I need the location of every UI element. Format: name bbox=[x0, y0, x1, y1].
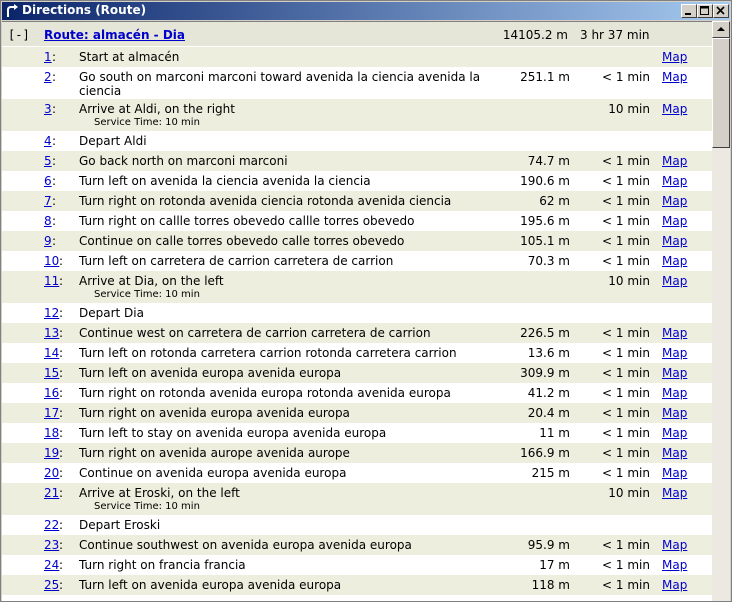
route-total-time: 3 hr 37 min bbox=[580, 28, 650, 42]
direction-row bbox=[2, 211, 712, 231]
step-time: < 1 min bbox=[602, 174, 650, 188]
direction-row bbox=[2, 47, 712, 67]
step-description: Turn left on avenida europa avenida europa bbox=[79, 578, 342, 592]
step-time: < 1 min bbox=[602, 366, 650, 380]
direction-row bbox=[2, 383, 712, 403]
step-separator: : bbox=[52, 214, 57, 228]
direction-row bbox=[2, 323, 712, 343]
map-link[interactable]: Map bbox=[662, 346, 688, 360]
step-number-link[interactable]: 14 bbox=[44, 346, 60, 360]
step-description: Turn left on avenida la ciencia avenida la ciencia bbox=[79, 174, 371, 188]
step-distance: 309.9 m bbox=[520, 366, 570, 380]
service-time: Service Time: 10 min bbox=[94, 117, 200, 128]
step-time: < 1 min bbox=[602, 538, 650, 552]
map-link[interactable]: Map bbox=[662, 154, 688, 168]
step-description: Start at almacén bbox=[79, 50, 180, 64]
step-separator: : bbox=[59, 578, 64, 592]
map-link[interactable]: Map bbox=[662, 274, 688, 288]
step-description: Turn right on rotonda avenida europa rotonda avenida europa bbox=[79, 386, 451, 400]
step-description: Turn right on francia francia bbox=[79, 558, 246, 572]
step-number-link[interactable]: 3 bbox=[44, 102, 52, 116]
step-number-link[interactable]: 10 bbox=[44, 254, 60, 268]
step-number-link[interactable]: 12 bbox=[44, 306, 60, 320]
map-link[interactable]: Map bbox=[662, 194, 688, 208]
step-separator: : bbox=[52, 174, 57, 188]
step-time: < 1 min bbox=[602, 386, 650, 400]
direction-row bbox=[2, 67, 712, 99]
step-number-link[interactable]: 1 bbox=[44, 50, 52, 64]
service-time: Service Time: 10 min bbox=[94, 289, 200, 300]
map-link[interactable]: Map bbox=[662, 70, 688, 84]
step-separator: : bbox=[59, 346, 64, 360]
step-number-link[interactable]: 15 bbox=[44, 366, 60, 380]
direction-row bbox=[2, 343, 712, 363]
step-separator: : bbox=[59, 466, 64, 480]
directions-icon bbox=[5, 4, 19, 18]
maximize-icon bbox=[700, 6, 710, 16]
step-description: Turn left on avenida europa avenida europa bbox=[79, 366, 342, 380]
step-distance: 11 m bbox=[539, 426, 570, 440]
map-link[interactable]: Map bbox=[662, 102, 688, 116]
step-separator: : bbox=[59, 486, 64, 500]
step-number-link[interactable]: 24 bbox=[44, 558, 60, 572]
close-button[interactable] bbox=[713, 4, 729, 18]
step-number-link[interactable]: 6 bbox=[44, 174, 52, 188]
step-separator: : bbox=[59, 538, 64, 552]
step-description: Continue southwest on avenida europa avenida europa bbox=[79, 538, 412, 552]
step-time: < 1 min bbox=[602, 346, 650, 360]
step-separator: : bbox=[52, 194, 57, 208]
step-separator: : bbox=[52, 234, 57, 248]
step-time: 10 min bbox=[608, 486, 650, 500]
step-number-link[interactable]: 22 bbox=[44, 518, 60, 532]
step-separator: : bbox=[59, 386, 64, 400]
map-link[interactable]: Map bbox=[662, 174, 688, 188]
direction-row bbox=[2, 515, 712, 535]
map-link[interactable]: Map bbox=[662, 426, 688, 440]
step-separator: : bbox=[59, 366, 64, 380]
step-distance: 13.6 m bbox=[527, 346, 570, 360]
step-number-link[interactable]: 9 bbox=[44, 234, 52, 248]
direction-row bbox=[2, 463, 712, 483]
step-distance: 70.3 m bbox=[527, 254, 570, 268]
step-time: < 1 min bbox=[602, 558, 650, 572]
map-link[interactable]: Map bbox=[662, 234, 688, 248]
step-separator: : bbox=[59, 326, 64, 340]
step-number-link[interactable]: 13 bbox=[44, 326, 60, 340]
direction-row bbox=[2, 99, 712, 131]
direction-row bbox=[2, 231, 712, 251]
close-icon bbox=[716, 6, 726, 16]
step-description: Turn right on avenida aurope avenida aurope bbox=[79, 446, 350, 460]
step-time: < 1 min bbox=[602, 426, 650, 440]
step-description: Turn left on rotonda carretera carrion rotonda carretera carrion bbox=[79, 346, 457, 360]
step-time: < 1 min bbox=[602, 234, 650, 248]
step-distance: 190.6 m bbox=[520, 174, 570, 188]
step-time: < 1 min bbox=[602, 254, 650, 268]
step-time: < 1 min bbox=[602, 154, 650, 168]
step-time: < 1 min bbox=[602, 70, 650, 84]
direction-row bbox=[2, 535, 712, 555]
direction-row bbox=[2, 403, 712, 423]
step-number-link[interactable]: 11 bbox=[44, 274, 60, 288]
direction-row bbox=[2, 191, 712, 211]
step-distance: 118 m bbox=[531, 578, 570, 592]
service-time: Service Time: 10 min bbox=[94, 501, 200, 512]
step-distance: 215 m bbox=[531, 466, 570, 480]
step-separator: : bbox=[52, 134, 57, 148]
step-description: Go south on marconi marconi toward avenida la ciencia avenida la ciencia bbox=[79, 70, 481, 98]
route-total-distance: 14105.2 m bbox=[502, 28, 568, 42]
route-header bbox=[2, 22, 712, 46]
step-separator: : bbox=[59, 446, 64, 460]
step-description: Turn right on rotonda avenida ciencia rotonda avenida ciencia bbox=[79, 194, 452, 208]
step-description: Arrive at Eroski, on the left bbox=[79, 486, 240, 500]
step-number-link[interactable]: 21 bbox=[44, 486, 60, 500]
step-number-link[interactable]: 25 bbox=[44, 578, 60, 592]
map-link[interactable]: Map bbox=[662, 466, 688, 480]
scroll-up-button[interactable] bbox=[712, 21, 730, 38]
step-number-link[interactable]: 16 bbox=[44, 386, 60, 400]
direction-row bbox=[2, 363, 712, 383]
step-distance: 226.5 m bbox=[520, 326, 570, 340]
map-link[interactable]: Map bbox=[662, 254, 688, 268]
map-link[interactable]: Map bbox=[662, 214, 688, 228]
step-distance: 62 m bbox=[539, 194, 570, 208]
directions-list bbox=[2, 21, 712, 602]
direction-row bbox=[2, 483, 712, 515]
direction-row bbox=[2, 303, 712, 323]
step-separator: : bbox=[59, 254, 64, 268]
step-distance: 41.2 m bbox=[527, 386, 570, 400]
step-number-link[interactable]: 2 bbox=[44, 70, 52, 84]
step-description: Continue west on carretera de carrion carretera de carrion bbox=[79, 326, 431, 340]
step-number-link[interactable]: 20 bbox=[44, 466, 60, 480]
step-time: < 1 min bbox=[602, 446, 650, 460]
step-number-link[interactable]: 4 bbox=[44, 134, 52, 148]
step-distance: 74.7 m bbox=[527, 154, 570, 168]
direction-row bbox=[2, 251, 712, 271]
step-number-link[interactable]: 17 bbox=[44, 406, 60, 420]
map-link[interactable]: Map bbox=[662, 386, 688, 400]
step-number-link[interactable]: 7 bbox=[44, 194, 52, 208]
step-separator: : bbox=[52, 154, 57, 168]
vertical-scrollbar[interactable] bbox=[712, 21, 730, 602]
step-separator: : bbox=[59, 306, 64, 320]
collapse-toggle[interactable]: [-] bbox=[8, 28, 30, 42]
window-title: Directions (Route) bbox=[22, 3, 147, 17]
map-link[interactable]: Map bbox=[662, 326, 688, 340]
step-number-link[interactable]: 23 bbox=[44, 538, 60, 552]
step-time: 10 min bbox=[608, 274, 650, 288]
step-description: Depart Eroski bbox=[79, 518, 161, 532]
step-separator: : bbox=[59, 518, 64, 532]
step-number-link[interactable]: 18 bbox=[44, 426, 60, 440]
step-description: Turn right on avenida europa avenida europa bbox=[79, 406, 350, 420]
direction-row bbox=[2, 443, 712, 463]
direction-row bbox=[2, 271, 712, 303]
step-description: Turn left on carretera de carrion carretera de carrion bbox=[79, 254, 394, 268]
title-bar[interactable] bbox=[2, 2, 730, 20]
step-time: 10 min bbox=[608, 102, 650, 116]
step-separator: : bbox=[52, 70, 57, 84]
direction-row bbox=[2, 171, 712, 191]
step-separator: : bbox=[52, 50, 57, 64]
step-time: < 1 min bbox=[602, 578, 650, 592]
direction-row bbox=[2, 575, 712, 595]
step-description: Go back north on marconi marconi bbox=[79, 154, 288, 168]
step-separator: : bbox=[59, 558, 64, 572]
route-title-link[interactable]: Route: almacén - Dia bbox=[44, 28, 185, 42]
step-separator: : bbox=[59, 274, 64, 288]
step-distance: 195.6 m bbox=[520, 214, 570, 228]
map-link[interactable]: Map bbox=[662, 578, 688, 592]
direction-row bbox=[2, 131, 712, 151]
map-link[interactable]: Map bbox=[662, 406, 688, 420]
step-time: < 1 min bbox=[602, 326, 650, 340]
map-link[interactable]: Map bbox=[662, 558, 688, 572]
step-distance: 20.4 m bbox=[527, 406, 570, 420]
step-description: Turn right on callle torres obevedo callle torres obevedo bbox=[79, 214, 415, 228]
step-separator: : bbox=[59, 426, 64, 440]
step-number-link[interactable]: 19 bbox=[44, 446, 60, 460]
minimize-button[interactable] bbox=[681, 4, 697, 18]
map-link[interactable]: Map bbox=[662, 366, 688, 380]
step-distance: 251.1 m bbox=[520, 70, 570, 84]
direction-row bbox=[2, 151, 712, 171]
step-number-link[interactable]: 5 bbox=[44, 154, 52, 168]
maximize-button[interactable] bbox=[697, 4, 713, 18]
step-description: Turn left to stay on avenida europa avenida europa bbox=[79, 426, 387, 440]
step-time: < 1 min bbox=[602, 194, 650, 208]
step-description: Arrive at Aldi, on the right bbox=[79, 102, 235, 116]
step-distance: 95.9 m bbox=[527, 538, 570, 552]
map-link[interactable]: Map bbox=[662, 446, 688, 460]
direction-row bbox=[2, 555, 712, 575]
step-distance: 105.1 m bbox=[520, 234, 570, 248]
arrow-up-icon bbox=[717, 26, 725, 32]
step-time: < 1 min bbox=[602, 466, 650, 480]
step-separator: : bbox=[59, 406, 64, 420]
step-separator: : bbox=[52, 102, 57, 116]
scroll-thumb[interactable] bbox=[712, 38, 730, 148]
map-link[interactable]: Map bbox=[662, 50, 688, 64]
step-description: Arrive at Dia, on the left bbox=[79, 274, 224, 288]
map-link[interactable]: Map bbox=[662, 486, 688, 500]
step-description: Continue on calle torres obevedo calle torres obevedo bbox=[79, 234, 405, 248]
minimize-icon bbox=[684, 6, 694, 16]
step-description: Continue on avenida europa avenida europa bbox=[79, 466, 347, 480]
step-time: < 1 min bbox=[602, 406, 650, 420]
map-link[interactable]: Map bbox=[662, 538, 688, 552]
step-description: Depart Aldi bbox=[79, 134, 147, 148]
step-time: < 1 min bbox=[602, 214, 650, 228]
step-number-link[interactable]: 8 bbox=[44, 214, 52, 228]
step-description: Depart Dia bbox=[79, 306, 144, 320]
step-distance: 17 m bbox=[539, 558, 570, 572]
direction-row bbox=[2, 423, 712, 443]
step-distance: 166.9 m bbox=[520, 446, 570, 460]
